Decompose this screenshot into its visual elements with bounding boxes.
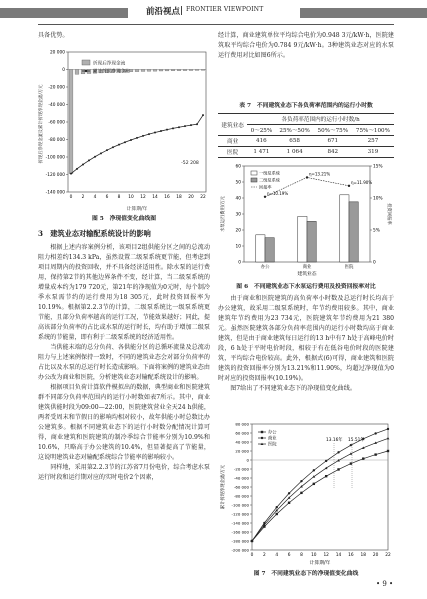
fig5-xtick-label: 10 (128, 195, 134, 200)
fig7-caption: 图 7 不同建筑业态下的净现值变化曲线 (253, 571, 359, 577)
fig7-ytick-label: -40 000 (233, 475, 249, 481)
figure-6-chart (218, 160, 394, 278)
fig7-ytick-label: 60 000 (235, 430, 249, 436)
fig7-point (313, 483, 315, 485)
table-cell: 医院 (218, 147, 247, 158)
fig6-ytick-label: 0 (238, 260, 241, 266)
fig5-bar (171, 70, 175, 71)
fig5-line-point (202, 114, 204, 116)
fig7-ytick-label: -120 000 (231, 511, 249, 517)
fig5-ytick-label: -140 000 (45, 190, 65, 196)
table7-caption: 表 7 不同建筑业态下各负荷率范围内的运行小时数 (239, 103, 373, 109)
fig7-xtick-label: 22 (385, 553, 391, 558)
fig5-line-point (82, 163, 84, 165)
fig7-xtick-label: 0 (250, 553, 254, 558)
fig7-ytick-label: -80 000 (233, 493, 249, 499)
fig6-category-label: 办公 (260, 265, 270, 270)
fig5-line-point (196, 123, 198, 125)
fig5-bar (81, 70, 85, 74)
fig7-point (276, 506, 278, 508)
fig5-line-point (166, 129, 168, 131)
fig6-legend-swatch-2 (251, 178, 257, 182)
fig7-xtick-label: 6 (287, 553, 291, 558)
fig7-point (337, 451, 339, 453)
fig6-return-point (264, 196, 266, 198)
fig7-annotation-1: 13.16年 (326, 438, 343, 443)
right-body-text (218, 294, 394, 394)
fig6-xlabel: 建筑业态 (297, 272, 317, 277)
fig5-line-point (178, 126, 180, 128)
fig5-line-point (190, 124, 192, 126)
fig5-bar (165, 70, 169, 71)
fig7-xtick-label: 2 (262, 553, 266, 558)
fig5-bar (147, 70, 151, 72)
left-top-text: 具备优势。 (38, 32, 69, 39)
fig5-bar (135, 70, 139, 72)
table-row (218, 136, 394, 147)
fig7-xtick-label: 18 (360, 553, 367, 558)
table-cell: 1 064 (276, 147, 314, 158)
fig5-bar (159, 70, 163, 71)
fig5-bar (195, 70, 199, 71)
fig6-bar (340, 195, 349, 262)
fig5-line-point (118, 144, 120, 146)
fig5-line-point (160, 130, 162, 132)
fig5-line-point (88, 159, 90, 161)
fig5-bar (75, 70, 79, 75)
fig5-bar (87, 70, 91, 74)
fig7-ytick-label: 80 000 (235, 421, 249, 427)
fig7-point (325, 460, 327, 462)
fig5-bar (183, 70, 187, 71)
fig6-legend-label-1: 一级泵系统 (259, 170, 280, 176)
fig7-legend-marker-1 (261, 431, 263, 433)
fig6-ylabel: 水泵运行费用/万元 (221, 196, 226, 232)
fig5-line-point (100, 152, 102, 154)
fig6-ylabel2: 投资回报率 (386, 203, 391, 225)
fig7-xlabel: 计算期/年 (309, 561, 331, 566)
fig5-bar (189, 70, 193, 71)
table-7 (218, 113, 394, 158)
fig7-ytick-label: -100 000 (231, 502, 249, 508)
journal-section-title: 前沿视点 (146, 7, 181, 17)
fig5-legend-line-marker (85, 70, 87, 72)
table-cell: 257 (352, 136, 394, 147)
fig7-ytick-label: 40 000 (235, 439, 249, 445)
table-cell: 671 (314, 136, 352, 147)
fig7-xtick-label: 16 (348, 553, 354, 558)
fig6-y2tick-label: 10% (373, 196, 383, 202)
fig6-category-label: 医院 (344, 265, 354, 270)
fig6-annotation: η=11.90% (351, 179, 373, 185)
fig5-bar (141, 70, 145, 72)
fig5-legend-line-label: 累计折现净现金流 (93, 69, 130, 75)
fig5-ytick-label: -80 000 (48, 138, 65, 143)
fig5-xtick-label: 4 (93, 195, 97, 200)
fig6-annotation: η=10.19% (267, 190, 289, 196)
fig7-point (325, 475, 327, 477)
table-row-header: 建筑业态 (218, 114, 247, 136)
right-paragraph: 图7给出了不同建筑业态下的净现值变化曲线。 (230, 385, 356, 392)
left-paragraph: 当供能末端的总分负荷、各供能分区的总循环流量及总流动阻力与上述案例保持一致时，不同的建筑业态会对部分负荷率的占比以及水泵的总运行时长造成影响。下面将案例的建筑业态由办公改为商业和医院，分析建筑业态对输配系统设计的影响。 (38, 344, 210, 381)
fig7-xtick-label: 8 (300, 553, 303, 558)
fig5-ytick-label: 20 000 (49, 50, 65, 56)
fig7-ytick-label: -140 000 (231, 520, 249, 526)
fig7-point (387, 450, 389, 452)
left-paragraph: 根据项目负荷计算软件模拟出的数据，典型商业和医院建筑群不同部分负荷率范围内的运行小时数如表7所示。其中，商业建筑供能时段为09:00—22:00，医院建筑营业全天24 h供能，两者受周末和节假日的影响均相对较小，故年供能小时总数比办公建筑多。根据不同建筑业态下的运行小时数分配情况计算可得，商业建筑和医院建筑的制冷季综合节能率分别为10.9%和10.6%，只略高于办公建筑的10.4%，但显著提高了节能量，这说明建筑业态对输配系统综合节能率的影响较小。 (38, 384, 210, 461)
fig5-ytick-label: -120 000 (45, 173, 65, 178)
fig5-line-point (94, 156, 96, 158)
fig7-xtick-label: 14 (335, 553, 342, 558)
right-paragraph: 经计算，商业建筑单位平均综合电价为0.948 3元/kW·h，医院建筑取平均综合电价为0.784 9元/kW·h。3种建筑业态对应的水泵运行费用对比如图6所示。 (218, 32, 394, 59)
fig5-line-point (172, 127, 174, 129)
fig6-ytick-label: 20 (235, 228, 241, 234)
fig7-ytick-label: -160 000 (231, 529, 249, 535)
header-rule (38, 24, 394, 25)
fig5-line-point (184, 125, 186, 127)
fig7-ytick-label: -60 000 (233, 484, 249, 490)
fig5-ytick-label: -40 000 (48, 103, 65, 108)
fig6-ytick-label: 40 (235, 196, 241, 202)
fig6-ytick-label: 10 (235, 244, 241, 250)
fig5-ytick-label: -100 000 (45, 155, 65, 161)
fig5-xtick-label: 12 (140, 195, 146, 200)
right-paragraph: 由于商业和医院建筑的高负荷率小时数及总运行时长均高于办公建筑，故采用二级泵系统时，年节约费用较多。其中，商业建筑年节约费用为23 734元，医院建筑年节约费用为21 380元。虽然医院建筑各部分负荷率范围内的运行小时数均高于商业建筑，但是由于商业建筑每日运行的13 h中有7 h处于高峰电价时段，6 h处于平时电价时段，相较于有在低谷电价时段的医院建筑，平均综合电价较高。此外，根据式(6)可得，商业建筑和医院建筑的投资回报率分别为13.21%和11.90%，均超过净现值为0时对应的投资回报率(10.19%)。 (218, 295, 394, 382)
fig7-point (288, 502, 290, 504)
fig7-point (276, 513, 278, 515)
table-cell: 1 471 (247, 147, 275, 158)
fig7-point (362, 457, 364, 459)
table-column-header: 0～25% (247, 125, 275, 136)
fig7-point (374, 432, 376, 434)
section-3-title: 3 建筑业态对输配系统设计的影响 (38, 229, 151, 238)
fig7-point (337, 468, 339, 470)
fig7-legend-marker-2 (261, 437, 263, 439)
fig5-bar (69, 70, 73, 174)
fig5-bar (201, 70, 205, 71)
fig6-y2tick-label: 0 (373, 260, 376, 266)
fig7-series-line (252, 451, 388, 541)
fig5-line-point (130, 139, 132, 141)
fig7-xtick-label: 4 (275, 553, 279, 558)
fig5-xtick-label: 2 (81, 195, 85, 200)
fig5-line-point (124, 141, 126, 143)
fig5-legend-bar-label: 折现后净现金流 (93, 61, 126, 67)
left-paragraph: 同样地，采用第2.2.3节的江苏省7月份电价，综合考虑水泵运行时段和运行期对应的实时电价2个因素， (38, 464, 210, 481)
fig6-category-label: 商业 (302, 265, 312, 270)
fig7-point (288, 492, 290, 494)
table-cell: 842 (314, 147, 352, 158)
fig5-line-point (142, 135, 144, 137)
fig7-point (313, 469, 315, 471)
fig7-ylabel: 累计折现净现金流/万元 (221, 464, 226, 510)
fig6-annotation: η=13.21% (309, 171, 331, 177)
fig5-caption: 图 5 净现值变化曲线图 (91, 216, 157, 222)
fig5-bar (153, 70, 157, 72)
table-column-header: 75%～100% (352, 125, 394, 136)
fig6-bar (265, 238, 274, 262)
fig5-xtick-label: 8 (117, 195, 121, 200)
fig7-point (387, 437, 390, 439)
fig7-ytick-label: 20 000 (235, 448, 249, 454)
fig5-line-point (136, 137, 138, 139)
fig5-xtick-label: 22 (200, 195, 206, 200)
table-cell: 商业 (218, 136, 247, 147)
fig5-xtick-label: 18 (176, 195, 182, 200)
fig7-legend-label-3: 医院 (268, 442, 277, 448)
fig6-legend-swatch-1 (251, 171, 257, 175)
fig6-y2tick-label: 5% (373, 228, 380, 234)
fig5-ytick-label: -60 000 (48, 120, 65, 126)
fig7-ytick-label: -200 000 (231, 547, 249, 553)
fig6-bar (256, 235, 265, 262)
fig6-bar (298, 216, 307, 262)
table-cell: 319 (352, 147, 394, 158)
page-header (0, 0, 427, 22)
fig7-legend (258, 429, 277, 448)
fig5-line-point (70, 173, 72, 175)
fig5-xtick-label: 20 (188, 195, 194, 200)
fig5-line-point (106, 149, 108, 151)
fig6-ytick-label: 50 (235, 180, 241, 186)
fig7-xtick-label: 10 (311, 553, 317, 558)
fig5-line-point (154, 132, 156, 134)
fig7-xtick-label: 20 (372, 553, 379, 558)
page-number: • 9 • (376, 580, 394, 588)
fig6-y2tick-label: 15% (373, 164, 383, 170)
fig5-xtick-label: 0 (69, 195, 73, 200)
journal-section-title-en: FRONTIER VIEWPOINT (186, 6, 264, 13)
figure-5-chart (38, 44, 210, 214)
fig7-xtick-label: 12 (323, 553, 329, 558)
fig7-series-line (252, 438, 388, 541)
fig7-point (350, 462, 352, 464)
table-column-header: 50%～75% (314, 125, 352, 136)
fig5-xtick-label: 6 (105, 195, 109, 200)
header-bar-left (0, 8, 128, 18)
table-cell: 658 (276, 136, 314, 147)
table-row (218, 147, 394, 158)
fig7-legend-label-1: 办公 (268, 430, 277, 436)
fig6-legend-label-3: 回报率 (259, 184, 272, 190)
fig6-legend-label-2: 二级泵系统 (259, 177, 280, 183)
fig5-end-label: -52 208 (181, 161, 199, 166)
fig5-bar (177, 70, 181, 71)
fig7-point (300, 492, 302, 494)
header-bar-right (300, 8, 427, 18)
fig5-ytick-label: 0 (62, 68, 65, 73)
fig7-ytick-label: -20 000 (233, 466, 249, 472)
fig5-line-point (112, 146, 114, 148)
left-body-text (38, 243, 210, 483)
fig5-xlabel: 计算期/年 (126, 207, 148, 212)
header-separator (181, 6, 182, 15)
right-top-text (218, 31, 394, 61)
table-cell: 416 (247, 136, 275, 147)
fig6-bar (349, 202, 358, 262)
figure-7-chart (218, 420, 394, 568)
fig7-annotation-2: 15.51年 (348, 438, 365, 443)
fig7-point (350, 444, 352, 446)
fig7-ytick-label: -180 000 (231, 538, 249, 544)
fig6-ytick-label: 30 (235, 212, 241, 218)
fig7-ytick-label: 0 (246, 457, 249, 463)
left-paragraph: 根据上述内容案例分析，该项目2组供能分区之间的总流动阻力相差约134.3 kPa，虽然设置二级泵系统更节能，但考虑到项目周期内的投资回收，并不具备经济适用性。除水泵的运行费用，保持第2节的其他边界条件不变，经计算，当二级泵系统的增量成本约为179 720元，第21年的净现值为0元时，每个制冷季水泵需节约的运行费用为18 305元，此时投资回报率为10.19%。根据第2.2.3节的计算，二级泵系统比一级泵系统更节能，且部分负荷率越高的运行工况，节能效果越好；同此，提高该部分负荷率的占比或水泵的运行时长，均有助于增加二级泵系统的节能量，即有利于二级泵系统的经济适用性。 (38, 244, 210, 341)
table-group-header: 各负荷率范围内的运行小时数/h (247, 114, 394, 125)
fig7-point (387, 428, 389, 430)
table-header-row (218, 114, 394, 125)
fig6-caption: 图 6 不同建筑业态下水泵运行费用及投资回报率对比 (236, 284, 376, 290)
fig7-point (374, 453, 376, 455)
fig7-legend-label-2: 商业 (268, 436, 277, 442)
fig5-line-point (148, 133, 150, 135)
fig5-xtick-label: 16 (164, 195, 170, 200)
fig5-ytick-label: -20 000 (48, 85, 65, 91)
fig5-ylabel: 折现后净现金流及累计折现净现金流/万元 (39, 84, 44, 164)
table-column-header: 25%～50% (276, 125, 314, 136)
fig5-legend-bar-swatch (82, 60, 90, 65)
fig5-line-point (76, 168, 78, 170)
fig6-ytick-label: 60 (235, 164, 241, 170)
fig6-bar (307, 221, 316, 262)
fig7-point (300, 480, 302, 482)
fig5-xtick-label: 14 (152, 195, 158, 200)
